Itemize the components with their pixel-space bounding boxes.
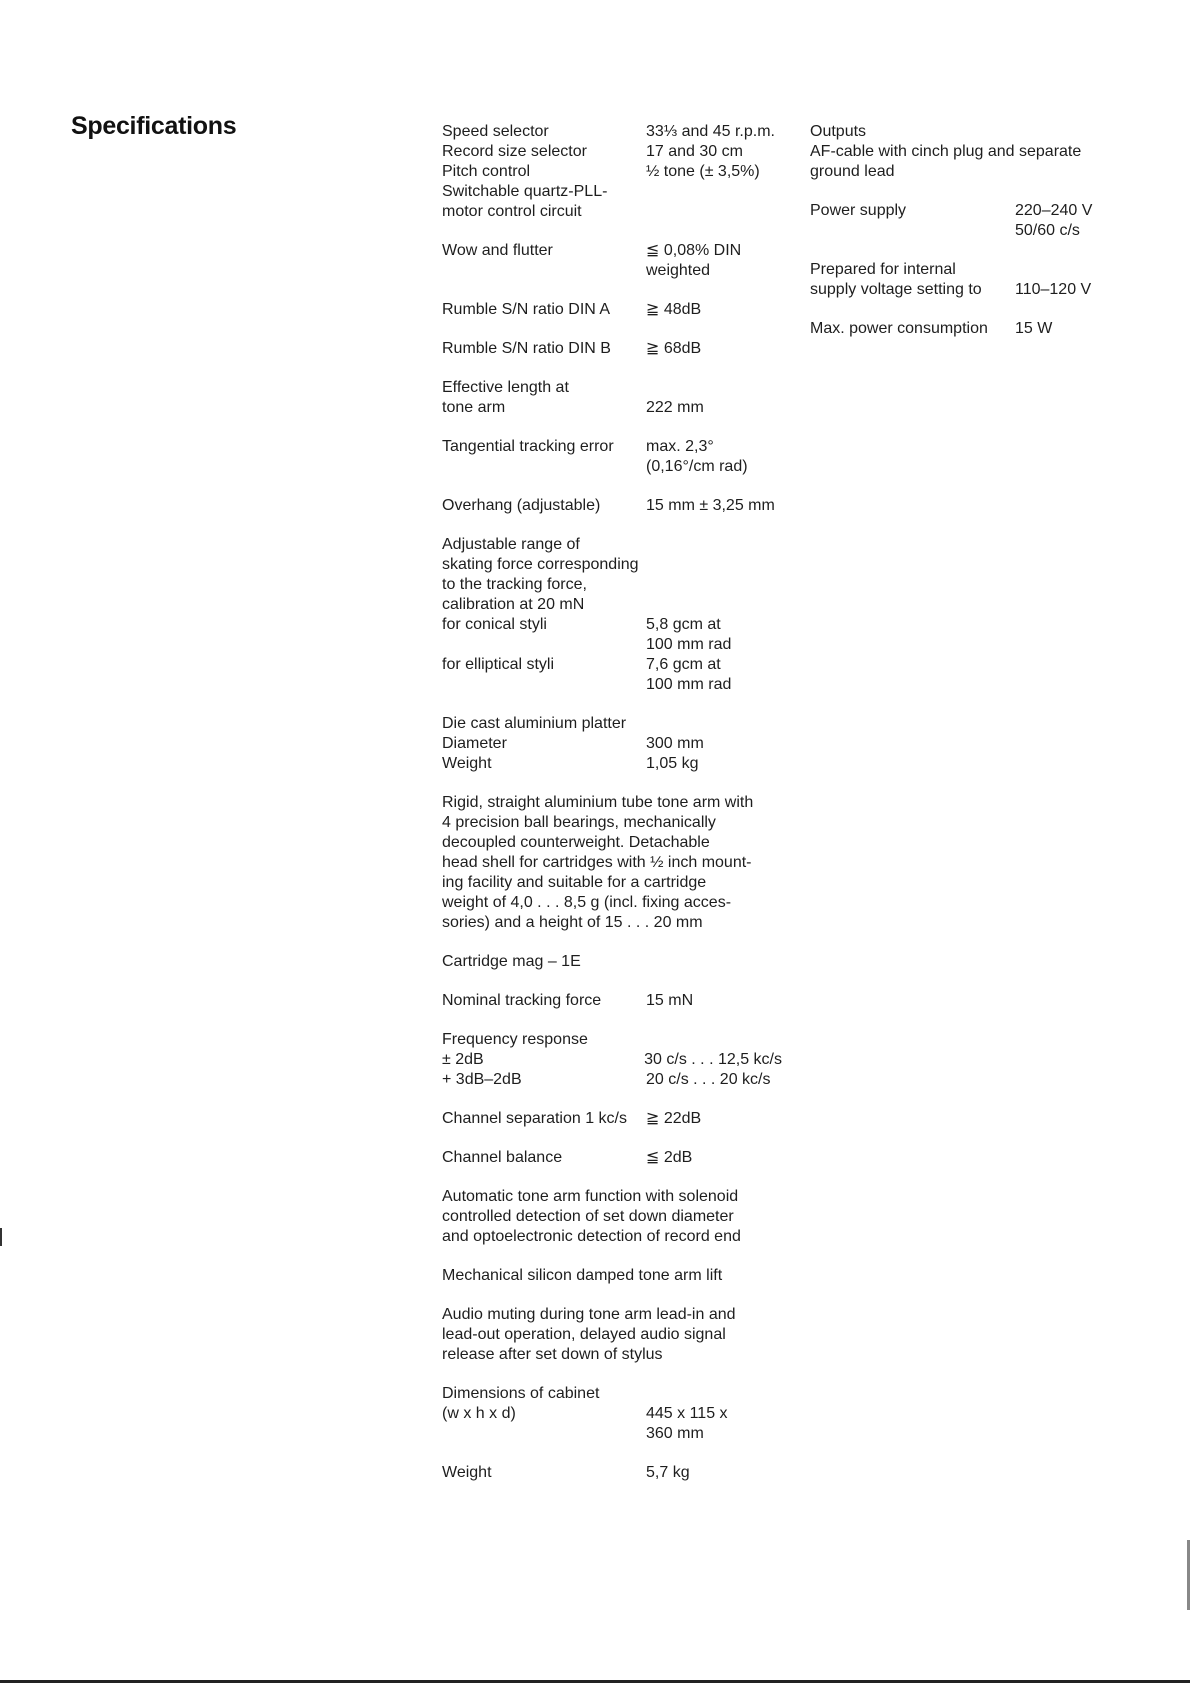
consumption-block: [810, 319, 1110, 339]
skating-line-3: to the tracking force,: [442, 576, 587, 593]
wow-flutter-row: [442, 241, 782, 261]
tonearm-paragraph: [442, 793, 782, 933]
dimensions-label: (w x h x d): [442, 1405, 516, 1422]
frequency-row-2-value: 20 c/s . . . 20 kc/s: [646, 1071, 771, 1088]
tonearm-line-4: head shell for cartridges with ½ inch mount-: [442, 854, 752, 871]
muting-line-3: release after set down of stylus: [442, 1346, 663, 1363]
lift-text: Mechanical silicon damped tone arm lift: [442, 1267, 723, 1284]
tonearm-line-1: Rigid, straight aluminium tube tone arm with: [442, 794, 754, 811]
wow-flutter-block: [442, 241, 782, 281]
elliptical-value: 7,6 gcm at: [646, 656, 721, 673]
prepared-line-1: Prepared for internal: [810, 261, 956, 278]
elliptical-row-2: [442, 675, 782, 695]
automatic-function-paragraph: [442, 1187, 782, 1247]
rumble-b-block: [442, 339, 782, 359]
cartridge-block: [442, 952, 782, 972]
skating-block: [442, 535, 782, 695]
spacer: [442, 1424, 646, 1444]
rumble-a-label: Rumble S/N ratio DIN A: [442, 301, 611, 318]
pitch-control-value: ½ tone (± 3,5%): [646, 163, 760, 180]
elliptical-row: [442, 655, 782, 675]
prepared-label: supply voltage setting to: [810, 281, 982, 298]
dimensions-line-1: Dimensions of cabinet: [442, 1385, 600, 1402]
elliptical-label: for elliptical styli: [442, 656, 555, 673]
platter-heading: Die cast aluminium platter: [442, 715, 627, 732]
frequency-row-1-label: ± 2dB: [442, 1051, 484, 1068]
rumble-a-row: [442, 300, 782, 320]
effective-length-block: [442, 378, 782, 418]
tracking-error-value: max. 2,3°: [646, 438, 714, 455]
weight-label: Weight: [442, 1464, 492, 1481]
muting-paragraph: [442, 1305, 782, 1365]
consumption-label: Max. power consumption: [810, 320, 988, 337]
wow-flutter-row-2: [442, 261, 782, 281]
tracking-error-row: [442, 437, 782, 457]
dimensions-row: [442, 1404, 782, 1424]
spacer: [810, 221, 1015, 241]
overhang-value: 15 mm ± 3,25 mm: [646, 497, 775, 514]
overhang-row: [442, 496, 782, 516]
separation-block: [442, 1109, 782, 1129]
weight-value: 5,7 kg: [646, 1464, 690, 1481]
nominal-force-block: [442, 991, 782, 1011]
prepared-row: [810, 280, 1110, 300]
wow-flutter-value-2: weighted: [646, 262, 711, 279]
tracking-error-block: [442, 437, 782, 477]
spacer: [442, 635, 646, 655]
page-title: Specifications: [71, 112, 237, 140]
dimensions-row-2: [442, 1424, 782, 1444]
effective-length-label: tone arm: [442, 399, 506, 416]
power-supply-block: [810, 201, 1110, 241]
balance-label: Channel balance: [442, 1149, 563, 1166]
tonearm-line-3: decoupled counterweight. Detachable: [442, 834, 710, 851]
dimensions-value: 445 x 115 x: [646, 1405, 728, 1422]
overhang-block: [442, 496, 782, 516]
conical-row-2: [442, 635, 782, 655]
conical-row: [442, 615, 782, 635]
outputs-block: [810, 122, 1110, 182]
pitch-control-row: [442, 162, 782, 182]
power-supply-value: 220–240 V: [1015, 202, 1093, 219]
spacer: [442, 675, 646, 695]
platter-weight-row: [442, 754, 782, 774]
cartridge-text: Cartridge mag – 1E: [442, 953, 581, 970]
spacer: [442, 261, 646, 281]
lift-block: [442, 1266, 782, 1286]
wow-flutter-value: ≦ 0,08% DIN: [646, 242, 742, 259]
quartz-line-2: motor control circuit: [442, 203, 582, 220]
outputs-line-1: AF-cable with cinch plug and separate: [810, 143, 1082, 160]
wow-flutter-label: Wow and flutter: [442, 242, 553, 259]
separation-value: ≧ 22dB: [646, 1110, 702, 1127]
skating-line-1: Adjustable range of: [442, 536, 580, 553]
separation-label: Channel separation 1 kc/s: [442, 1110, 627, 1127]
tracking-error-row-2: [442, 457, 782, 477]
record-size-label: Record size selector: [442, 143, 587, 160]
scan-edge-mark-left: [0, 1228, 2, 1246]
turntable-specs-column: [442, 122, 782, 1502]
record-size-row: [442, 142, 782, 162]
tonearm-line-2: 4 precision ball bearings, mechanically: [442, 814, 716, 831]
speed-selector-label: Speed selector: [442, 123, 549, 140]
outputs-line-2: ground lead: [810, 163, 895, 180]
nominal-force-row: [442, 991, 782, 1011]
speed-pitch-block: [442, 122, 782, 222]
power-supply-label: Power supply: [810, 202, 907, 219]
pitch-control-label: Pitch control: [442, 163, 531, 180]
record-size-value: 17 and 30 cm: [646, 143, 743, 160]
rumble-a-block: [442, 300, 782, 320]
nominal-force-value: 15 mN: [646, 992, 694, 1009]
tonearm-line-6: weight of 4,0 . . . 8,5 g (incl. fixing acces-: [442, 894, 732, 911]
separation-row: [442, 1109, 782, 1129]
power-supply-row-2: [810, 221, 1110, 241]
skating-line-2: skating force corresponding: [442, 556, 639, 573]
tonearm-line-5: ing facility and suitable for a cartridge: [442, 874, 707, 891]
electrical-specs-column: [810, 122, 1110, 358]
effective-length-line-1: Effective length at: [442, 379, 569, 396]
skating-line-4: calibration at 20 mN: [442, 596, 585, 613]
platter-weight-label: Weight: [442, 755, 492, 772]
dimensions-block: [442, 1384, 782, 1444]
conical-value: 5,8 gcm at: [646, 616, 721, 633]
frequency-heading: Frequency response: [442, 1031, 588, 1048]
diameter-value: 300 mm: [646, 735, 704, 752]
elliptical-value-2: 100 mm rad: [646, 676, 732, 693]
tracking-error-value-2: (0,16°/cm rad): [646, 458, 748, 475]
platter-block: [442, 714, 782, 774]
conical-value-2: 100 mm rad: [646, 636, 732, 653]
tonearm-line-7: sories) and a height of 15 . . . 20 mm: [442, 914, 703, 931]
consumption-row: [810, 319, 1110, 339]
muting-line-1: Audio muting during tone arm lead-in and: [442, 1306, 736, 1323]
nominal-force-label: Nominal tracking force: [442, 992, 602, 1009]
frequency-row-1-value: 30 c/s . . . 12,5 kc/s: [644, 1051, 782, 1068]
muting-line-2: lead-out operation, delayed audio signal: [442, 1326, 726, 1343]
diameter-row: [442, 734, 782, 754]
rumble-b-row: [442, 339, 782, 359]
diameter-label: Diameter: [442, 735, 507, 752]
balance-value: ≦ 2dB: [646, 1149, 693, 1166]
outputs-heading: Outputs: [810, 123, 867, 140]
frequency-response-block: [442, 1030, 782, 1090]
speed-selector-value: 33⅓ and 45 r.p.m.: [646, 123, 775, 140]
conical-label: for conical styli: [442, 616, 547, 633]
power-supply-row: [810, 201, 1110, 221]
balance-row: [442, 1148, 782, 1168]
consumption-value: 15 W: [1015, 320, 1053, 337]
spacer: [442, 457, 646, 477]
tracking-error-label: Tangential tracking error: [442, 438, 614, 455]
speed-selector-row: [442, 122, 782, 142]
frequency-row-2: [442, 1070, 782, 1090]
power-supply-value-2: 50/60 c/s: [1015, 222, 1080, 239]
platter-weight-value: 1,05 kg: [646, 755, 699, 772]
weight-block: [442, 1463, 782, 1483]
dimensions-value-2: 360 mm: [646, 1425, 704, 1442]
frequency-row-2-label: + 3dB–2dB: [442, 1071, 522, 1088]
weight-row: [442, 1463, 782, 1483]
prepared-voltage-block: [810, 260, 1110, 300]
balance-block: [442, 1148, 782, 1168]
auto-line-1: Automatic tone arm function with solenoid: [442, 1188, 739, 1205]
auto-line-3: and optoelectronic detection of record end: [442, 1228, 741, 1245]
overhang-label: Overhang (adjustable): [442, 497, 601, 514]
effective-length-value: 222 mm: [646, 399, 704, 416]
rumble-b-value: ≧ 68dB: [646, 340, 702, 357]
frequency-row-1: [442, 1050, 782, 1070]
effective-length-row: [442, 398, 782, 418]
prepared-value: 110–120 V: [1015, 281, 1092, 298]
rumble-a-value: ≧ 48dB: [646, 301, 702, 318]
auto-line-2: controlled detection of set down diameter: [442, 1208, 734, 1225]
quartz-line-1: Switchable quartz-PLL-: [442, 183, 608, 200]
rumble-b-label: Rumble S/N ratio DIN B: [442, 340, 611, 357]
